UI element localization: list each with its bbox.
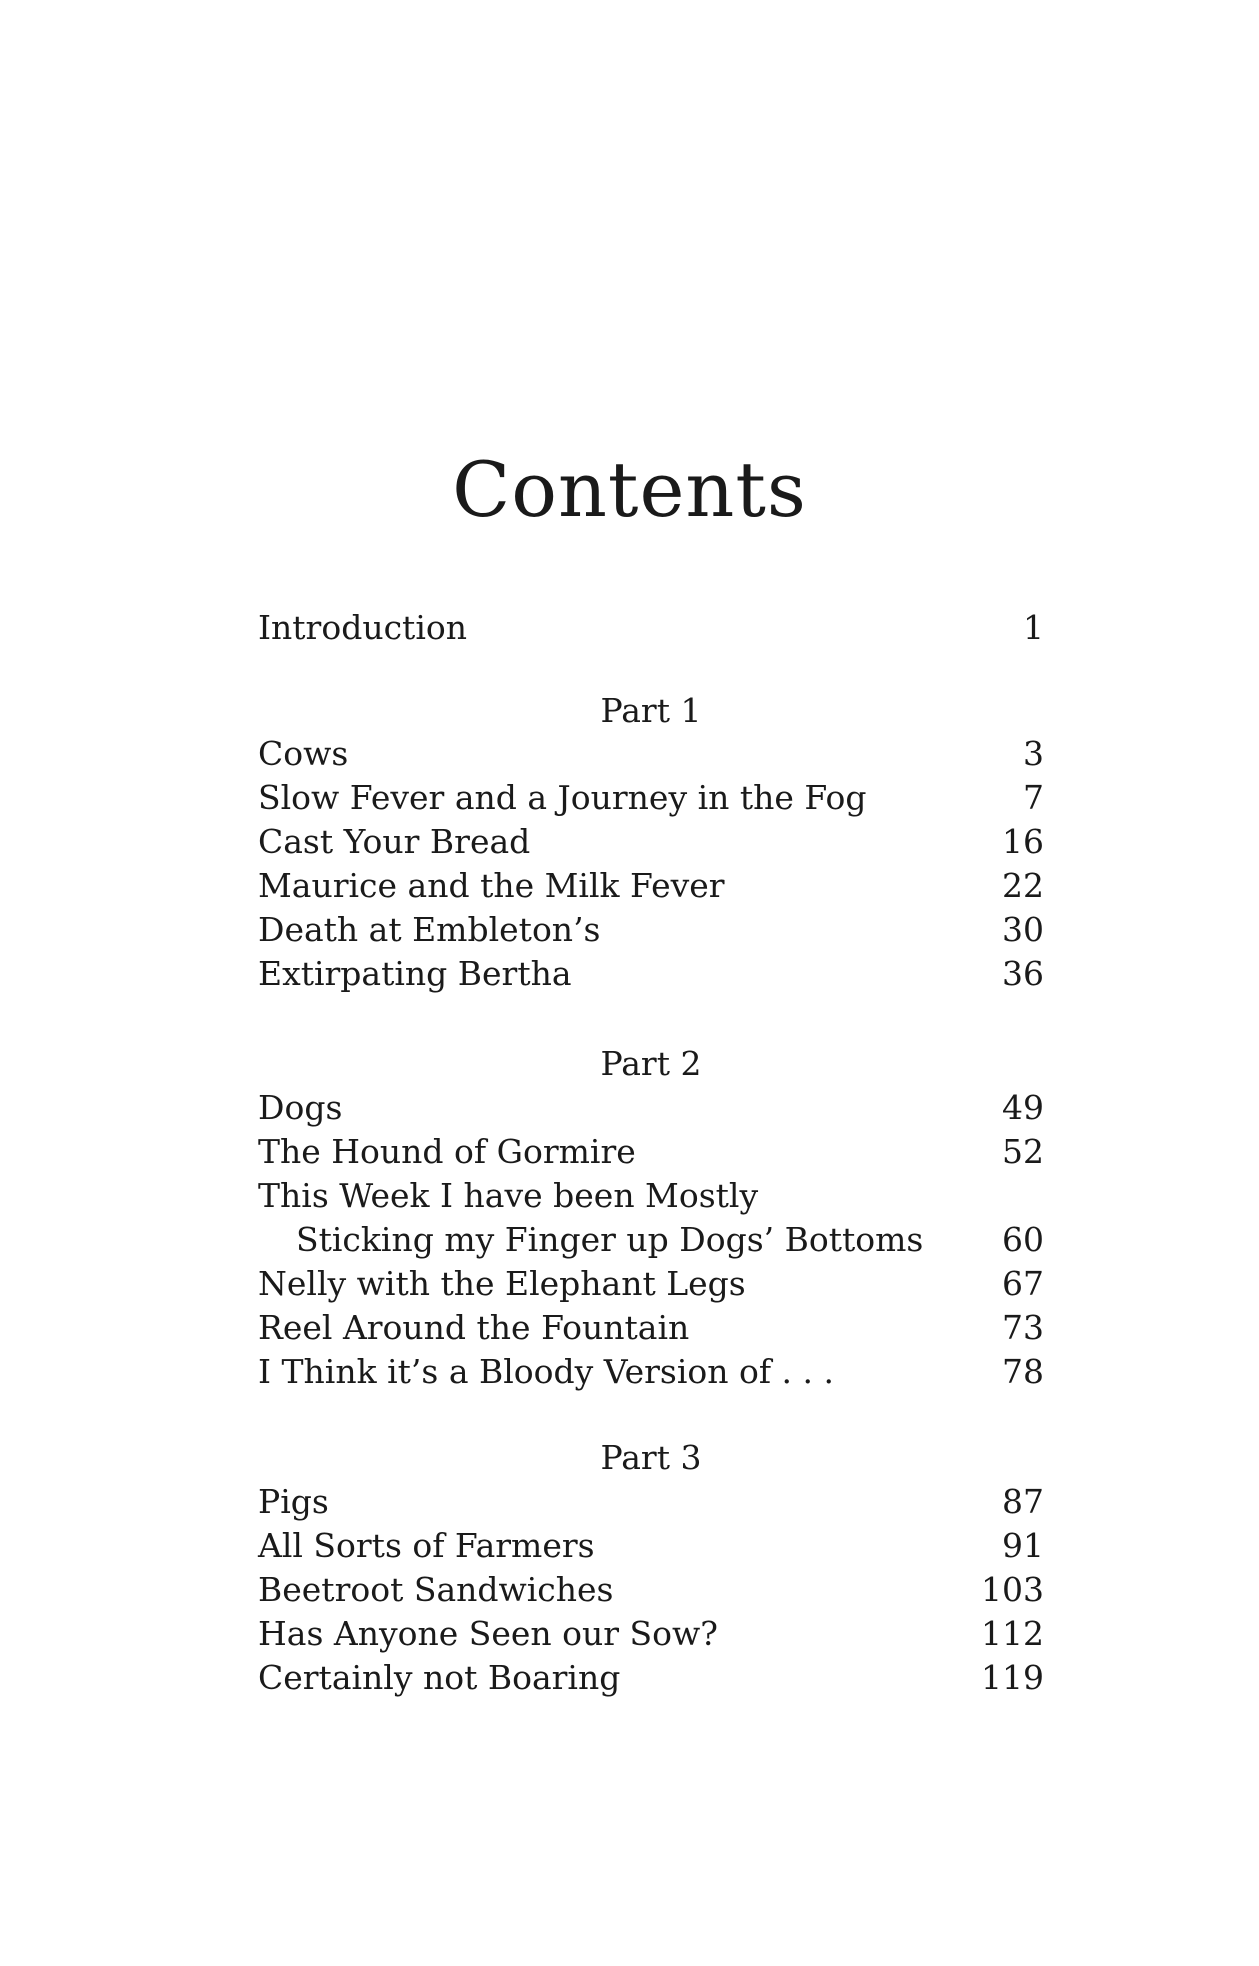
toc-entry-page: 36 [1002,954,1044,993]
toc-entry-page: 78 [1002,1352,1044,1391]
toc-entry-title: Nelly with the Elephant Legs [258,1264,746,1303]
toc-entry-title: All Sorts of Farmers [258,1526,595,1565]
toc-entry-title: Reel Around the Fountain [258,1308,690,1347]
toc-entry[interactable] [258,1174,1044,1218]
toc-entry-page: 73 [1002,1308,1044,1347]
toc-entry-page: 91 [1002,1526,1044,1565]
toc-entry[interactable] [258,1480,1044,1524]
toc-entry-title: Cast Your Bread [258,822,531,861]
toc-entry-title: Maurice and the Milk Fever [258,866,725,905]
toc-entry-page: 3 [1023,734,1044,773]
toc-entry-title: The Hound of Gormire [258,1132,636,1171]
toc-entry-title: Pigs [258,1482,329,1521]
toc-entry-title: Introduction [258,608,467,647]
toc-entry-page: 119 [981,1658,1044,1697]
toc-entry-page: 30 [1002,910,1044,949]
toc-entry-page: 60 [1002,1220,1044,1259]
toc-entry-title: Beetroot Sandwiches [258,1570,614,1609]
toc-entry-page: 22 [1002,866,1044,905]
part-2-heading: Part 2 [600,1044,702,1083]
toc-entry-title: Death at Embleton’s [258,910,601,949]
toc-entry[interactable] [258,1612,1044,1656]
toc-entry[interactable] [258,1568,1044,1612]
toc-entry-title: I Think it’s a Bloody Version of . . . [258,1352,835,1391]
toc-entry-title: Cows [258,734,349,773]
part-1-heading: Part 1 [600,691,702,730]
toc-entry-page: 16 [1002,822,1044,861]
toc-entry-title: Certainly not Boaring [258,1658,621,1697]
toc-entry-title: Slow Fever and a Journey in the Fog [258,778,867,817]
toc-entry[interactable] [258,776,1044,820]
toc-entry-title: Extirpating Bertha [258,954,572,993]
toc-entry[interactable] [258,1524,1044,1568]
toc-entry[interactable] [258,1086,1044,1130]
toc-entry[interactable] [258,1350,1044,1394]
toc-entry[interactable] [258,820,1044,864]
toc-entry[interactable] [258,908,1044,952]
toc-entry-page: 87 [1002,1482,1044,1521]
toc-entry-page: 7 [1023,778,1044,817]
page-title: Contents [452,445,807,534]
toc-entry-continuation[interactable] [258,1218,1044,1262]
toc-entry-page: 1 [1023,608,1044,647]
toc-entry[interactable] [258,1656,1044,1700]
toc-entry[interactable] [258,952,1044,996]
toc-entry-title: This Week I have been Mostly [258,1176,759,1215]
toc-entry-title: Sticking my Finger up Dogs’ Bottoms [296,1220,924,1259]
toc-entry-title: Has Anyone Seen our Sow? [258,1614,718,1653]
toc-entry-introduction[interactable] [258,606,1044,650]
part-3-heading: Part 3 [600,1438,702,1477]
toc-entry[interactable] [258,1130,1044,1174]
toc-entry-title: Dogs [258,1088,343,1127]
toc-entry[interactable] [258,1306,1044,1350]
toc-entry-page: 49 [1002,1088,1044,1127]
toc-entry[interactable] [258,864,1044,908]
toc-entry[interactable] [258,732,1044,776]
toc-entry-page: 52 [1002,1132,1044,1171]
toc-entry-page: 103 [981,1570,1044,1609]
toc-entry[interactable] [258,1262,1044,1306]
toc-entry-page: 112 [981,1614,1044,1653]
toc-entry-page: 67 [1002,1264,1044,1303]
